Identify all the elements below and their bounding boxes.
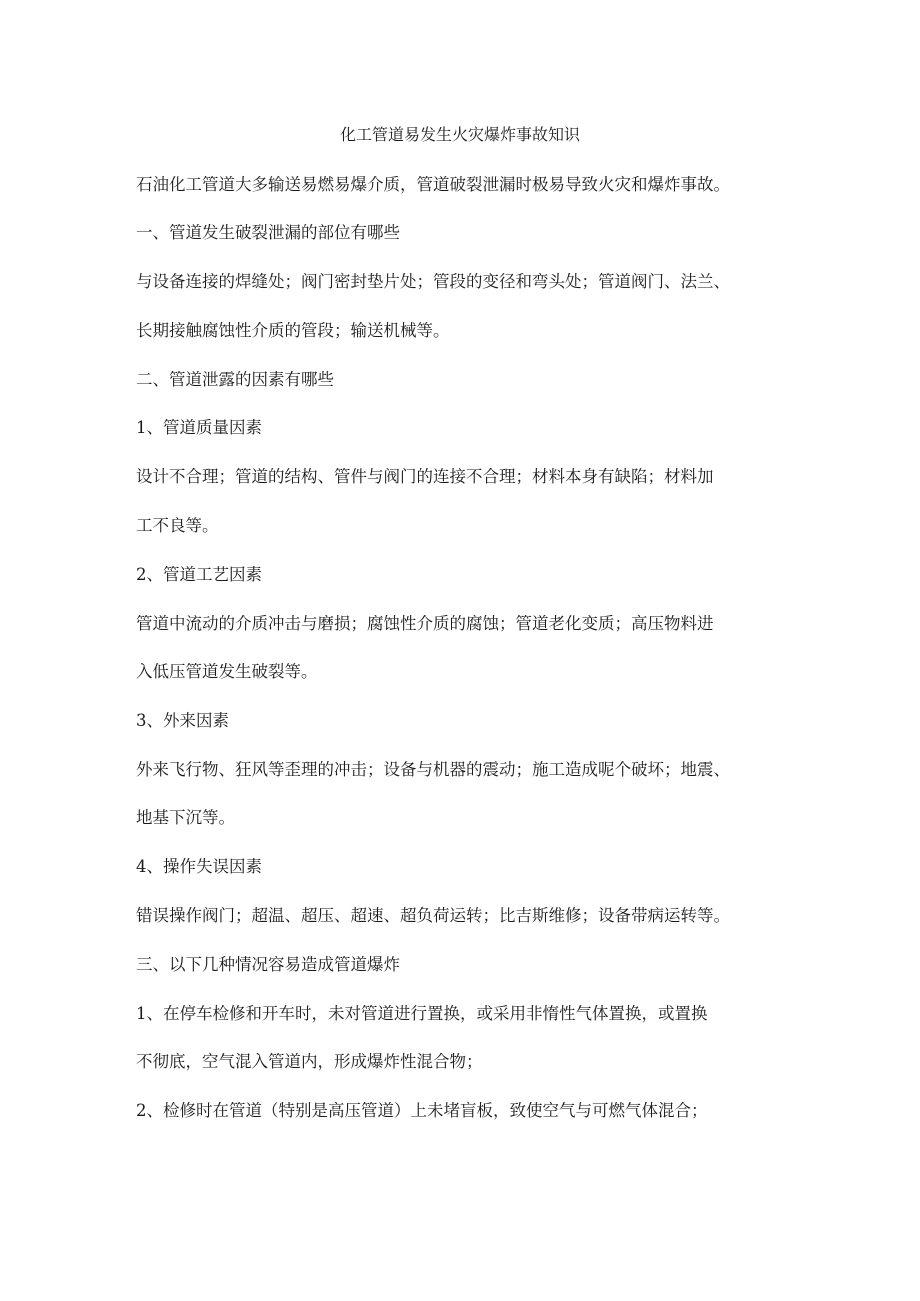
subsection-heading: 4、操作失误因素 bbox=[136, 857, 262, 876]
paragraph-line: 工不良等。 bbox=[136, 516, 219, 535]
paragraph-line: 管道中流动的介质冲击与磨损；腐蚀性介质的腐蚀；管道老化变质；高压物料进 bbox=[136, 614, 714, 633]
subsection-heading: 3、外来因素 bbox=[136, 711, 229, 730]
section-heading-1: 一、管道发生破裂泄漏的部位有哪些 bbox=[136, 223, 400, 242]
paragraph-line: 长期接触腐蚀性介质的管段；输送机械等。 bbox=[136, 321, 450, 340]
document-title: 化工管道易发生火灾爆炸事故知识 bbox=[339, 125, 580, 144]
paragraph-line: 外来飞行物、狂风等歪理的冲击；设备与机器的震动；施工造成呢个破坏；地震、 bbox=[136, 760, 730, 779]
list-item: 2、检修时在管道（特别是高压管道）上未堵盲板，致使空气与可燃气体混合； bbox=[136, 1101, 708, 1120]
paragraph-line: 入低压管道发生破裂等。 bbox=[136, 662, 318, 681]
paragraph-line: 设计不合理；管道的结构、管件与阀门的连接不合理；材料本身有缺陷；材料加 bbox=[136, 467, 714, 486]
paragraph-intro: 石油化工管道大多输送易燃易爆介质，管道破裂泄漏时极易导致火灾和爆炸事故。 bbox=[136, 175, 730, 194]
list-item: 1、在停车检修和开车时，未对管道进行置换，或采用非惰性气体置换，或置换 bbox=[136, 1004, 708, 1023]
subsection-heading: 2、管道工艺因素 bbox=[136, 565, 262, 584]
paragraph-line: 与设备连接的焊缝处；阀门密封垫片处；管段的变径和弯头处；管道阀门、法兰、 bbox=[136, 272, 730, 291]
subsection-heading: 1、管道质量因素 bbox=[136, 418, 262, 437]
section-heading-2: 二、管道泄露的因素有哪些 bbox=[136, 370, 334, 389]
paragraph-line: 错误操作阀门；超温、超压、超速、超负荷运转；比吉斯维修；设备带病运转等。 bbox=[136, 906, 730, 925]
list-item-continuation: 不彻底，空气混入管道内，形成爆炸性混合物； bbox=[136, 1052, 483, 1071]
section-heading-3: 三、以下几种情况容易造成管道爆炸 bbox=[136, 955, 400, 974]
paragraph-line: 地基下沉等。 bbox=[136, 808, 235, 827]
